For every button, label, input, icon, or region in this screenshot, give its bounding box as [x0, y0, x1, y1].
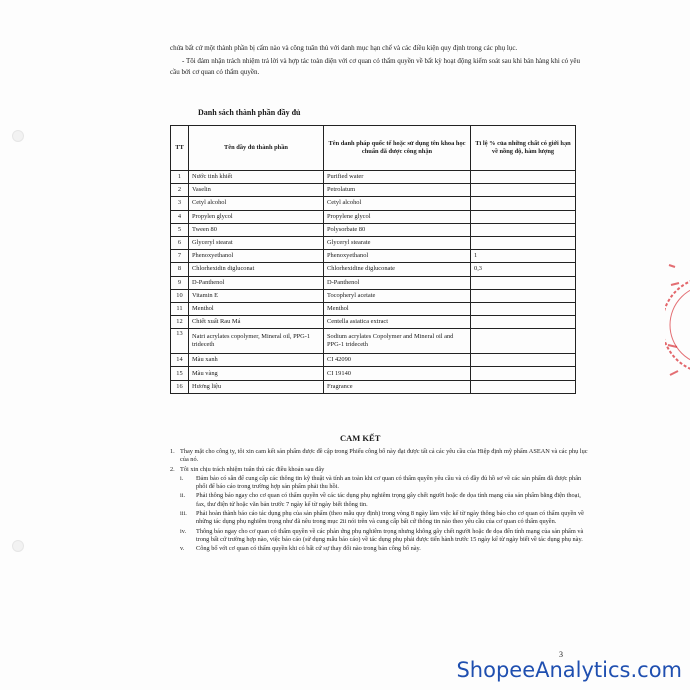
row-number: 8 [171, 263, 189, 276]
ingredient-name: Menthol [189, 302, 324, 315]
table-row [171, 329, 576, 354]
pledge-title: CAM KẾT [340, 433, 381, 443]
restricted-percent [471, 289, 576, 302]
inci-name: Glyceryl stearate [324, 236, 471, 249]
pledge-item-number: 2. [170, 465, 175, 473]
ingredient-name: Vaselin [189, 184, 324, 197]
pledge-sub-item [180, 510, 590, 527]
intro-text [170, 43, 590, 80]
restricted-percent: 1 [471, 250, 576, 263]
inci-name: Tocopheryl acetate [324, 289, 471, 302]
restricted-percent [471, 354, 576, 367]
restricted-percent [471, 171, 576, 184]
ingredient-name: Tween 80 [189, 223, 324, 236]
ingredient-name: Natri acrylates copolymer, Mineral oil, PPG-1 trideceth [189, 329, 324, 354]
row-number: 9 [171, 276, 189, 289]
table-row [171, 250, 576, 263]
restricted-percent [471, 184, 576, 197]
column-header: Tỉ lệ % của những chất có giới hạn về nồng độ, hàm lượng [471, 126, 576, 171]
pledge-sub-item [180, 528, 590, 545]
table-row [171, 289, 576, 302]
pledge-sub-text: Thông báo ngay cho cơ quan có thẩm quyền về các phản ứng phụ nghiêm trọng nhưng không gây chết người hoặc đe dọa đến tính mạng của sản phẩm và trong bất cứ trường hợp nào, việc báo cáo (sử dụng mẫu báo cáo) về tác dụng phụ phải được tiến hành trước 15 ngày kể từ ngày biết về tác dụng phụ này. [196, 527, 584, 543]
intro-paragraph: chứa bất cứ một thành phần bị cấm nào và công tuân thủ với danh mục hạn chế và các điều kiện quy định trong các phụ lục. [170, 44, 518, 52]
ingredient-name: Propylen glycol [189, 210, 324, 223]
pledge-sub-number: ii. [180, 492, 186, 500]
inci-name: D-Panthenol [324, 276, 471, 289]
inci-name: Sodium acrylates Copolymer and Mineral oil and PPG-1 trideceth [324, 329, 471, 354]
column-header: Tên đầy đủ thành phần [189, 126, 324, 171]
pledge-item [170, 466, 590, 474]
row-number: 6 [171, 236, 189, 249]
inci-name: Fragrance [324, 380, 471, 393]
row-number: 3 [171, 197, 189, 210]
restricted-percent [471, 367, 576, 380]
table-row [171, 276, 576, 289]
watermark: ShopeeAnalytics.com [456, 658, 682, 682]
restricted-percent [471, 316, 576, 329]
ingredient-table [170, 125, 576, 394]
page-number: 3 [559, 650, 563, 659]
table-row [171, 316, 576, 329]
restricted-percent [471, 197, 576, 210]
pledge-sub-list [170, 475, 590, 554]
restricted-percent: 0,3 [471, 263, 576, 276]
restricted-percent [471, 380, 576, 393]
table-row [171, 223, 576, 236]
column-header: Tên danh pháp quốc tế hoặc sử dụng tên khoa học chuẩn đã được công nhận [324, 126, 471, 171]
inci-name: Menthol [324, 302, 471, 315]
inci-name: Purified water [324, 171, 471, 184]
row-number: 13 [171, 329, 189, 354]
pledge-sub-text: Phải thông báo ngay cho cơ quan có thẩm quyền về các tác dụng phụ nghiêm trọng gây chết người hoặc đe dọa tính mạng của sản phẩm bằng điện thoại, fax, thư điện tử hoặc văn bản trước 7 ngày kể từ ngày biết thông tin. [196, 492, 581, 508]
table-body [171, 171, 576, 394]
ingredient-name: Chlorhexidin digluconat [189, 263, 324, 276]
pledge-sub-number: i. [180, 474, 184, 482]
table-row [171, 367, 576, 380]
row-number: 14 [171, 354, 189, 367]
table-header-row [171, 126, 576, 171]
row-number: 16 [171, 380, 189, 393]
row-number: 11 [171, 302, 189, 315]
red-stamp-fragment [665, 225, 690, 425]
pledge-item-text: Thay mặt cho công ty, tôi xin cam kết sản phẩm được đề cập trong Phiếu công bố này đạt được tất cả các yêu cầu của Hiệp định mỹ phẩm ASEAN và các phụ lục của nó. [180, 448, 588, 464]
pledge-sub-text: Công bố với cơ quan có thẩm quyền khi có bất cứ sự thay đổi nào trong bản công bố này. [196, 545, 421, 553]
pledge-sub-item [180, 475, 590, 492]
ingredient-name: Glyceryl stearat [189, 236, 324, 249]
inci-name: Cetyl alcohol [324, 197, 471, 210]
row-number: 2 [171, 184, 189, 197]
row-number: 1 [171, 171, 189, 184]
inci-name: Phenoxyethanol [324, 250, 471, 263]
table-row [171, 210, 576, 223]
table-row [171, 236, 576, 249]
pledge-sub-text: Phải hoàn thành báo cáo tác dụng phụ của sản phẩm (theo mẫu quy định) trong vòng 8 ngày làm việc kể từ ngày thông báo cho cơ quan có thẩm quyền về những tác dụng phụ nghiêm trọng như đã nêu trong mục 2ii nói trên và cung cấp bất cứ thông tin nào theo yêu cầu của cơ quan có thẩm quyền. [196, 510, 584, 526]
row-number: 10 [171, 289, 189, 302]
restricted-percent [471, 302, 576, 315]
pledge-sub-number: v. [180, 545, 185, 553]
table-row [171, 354, 576, 367]
ingredient-name: Chiết xuất Rau Má [189, 316, 324, 329]
ingredient-name: Nước tinh khiết [189, 171, 324, 184]
pledge-item [170, 448, 590, 465]
restricted-percent [471, 236, 576, 249]
ingredient-name: Hương liệu [189, 380, 324, 393]
inci-name: CI 42090 [324, 354, 471, 367]
table-row [171, 197, 576, 210]
pledge-sub-text: Đảm bảo có sẵn để cung cấp các thông tin kỹ thuật và tính an toàn khi cơ quan có thẩm quyền yêu cầu và có đầy đủ hồ sơ về các sản phẩm đã được phân phối để báo cáo trong trường hợp sản phẩm phải thu hồi. [196, 474, 582, 491]
pledge-sub-item [180, 492, 590, 509]
table-row [171, 184, 576, 197]
row-number: 4 [171, 210, 189, 223]
pledge-sub-number: iii. [180, 510, 187, 518]
ingredient-name: Màu xanh [189, 354, 324, 367]
restricted-percent [471, 329, 576, 354]
inci-name: CI 19140 [324, 367, 471, 380]
pledge-sub-number: iv. [180, 527, 187, 535]
inci-name: Chlorhexidine digluconate [324, 263, 471, 276]
ingredient-list-title: Danh sách thành phần đầy đủ [198, 108, 301, 117]
table-row [171, 263, 576, 276]
column-header: TT [171, 126, 189, 171]
punch-hole [12, 130, 24, 142]
pledge-item-number: 1. [170, 448, 175, 455]
restricted-percent [471, 223, 576, 236]
restricted-percent [471, 210, 576, 223]
pledge-sub-item [180, 545, 590, 553]
ingredient-name: Màu vàng [189, 367, 324, 380]
ingredient-name: Phenoxyethanol [189, 250, 324, 263]
ingredient-name: Vitamin E [189, 289, 324, 302]
pledge-section [170, 448, 590, 555]
pledge-item-text: Tôi xin chịu trách nhiệm tuân thủ các điều khoản sau đây [180, 465, 325, 473]
row-number: 12 [171, 316, 189, 329]
ingredient-name: D-Panthenol [189, 276, 324, 289]
inci-name: Centella asiatica extract [324, 316, 471, 329]
inci-name: Polysorbate 80 [324, 223, 471, 236]
punch-hole [12, 540, 24, 552]
row-number: 15 [171, 367, 189, 380]
ingredient-name: Cetyl alcohol [189, 197, 324, 210]
intro-paragraph: - Tôi đảm nhận trách nhiệm trả lời và hợp tác toàn diện với cơ quan có thẩm quyền về bất kỳ hoạt động kiểm soát sau khi bán hàng khi có yêu cầu bởi cơ quan có thẩm quyền. [170, 57, 581, 76]
table-row [171, 171, 576, 184]
table-row [171, 302, 576, 315]
row-number: 7 [171, 250, 189, 263]
inci-name: Petrolatum [324, 184, 471, 197]
table-row [171, 380, 576, 393]
row-number: 5 [171, 223, 189, 236]
inci-name: Propylene glycol [324, 210, 471, 223]
restricted-percent [471, 276, 576, 289]
